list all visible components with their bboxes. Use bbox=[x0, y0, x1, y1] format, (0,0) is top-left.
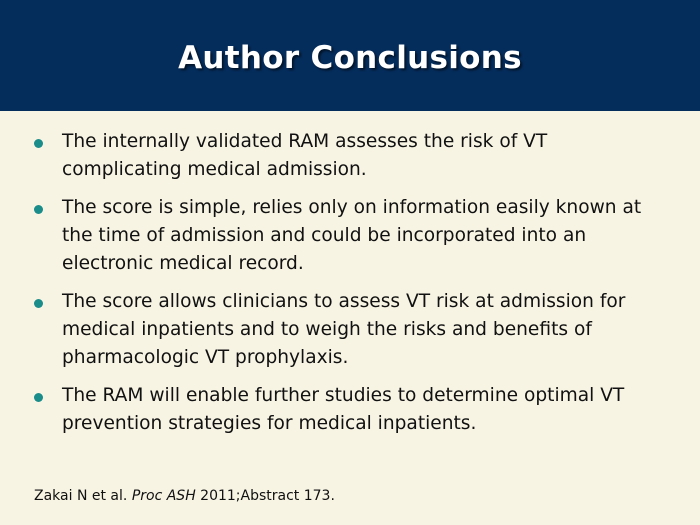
bullet-dot-icon bbox=[34, 139, 43, 148]
bullet-text: The RAM will enable further studies to determine optimal VT prevention strategies for medical inpatients. bbox=[62, 385, 625, 434]
bullet-item bbox=[0, 288, 700, 372]
citation-journal: Proc ASH bbox=[131, 488, 196, 504]
title-bar bbox=[0, 0, 700, 111]
bullet-list bbox=[0, 128, 700, 448]
citation bbox=[34, 487, 335, 505]
bullet-text: The internally validated RAM assesses the risk of VT complicating medical admission. bbox=[62, 131, 548, 180]
citation-detail: 2011;Abstract 173. bbox=[200, 488, 335, 504]
bullet-item bbox=[0, 194, 700, 278]
bullet-dot-icon bbox=[34, 299, 43, 308]
bullet-item bbox=[0, 128, 700, 184]
bullet-dot-icon bbox=[34, 205, 43, 214]
slide-title: Author Conclusions bbox=[178, 39, 522, 76]
bullet-dot-icon bbox=[34, 393, 43, 402]
bullet-text: The score allows clinicians to assess VT risk at admission for medical inpatients and to weigh the risks and benefits of pharmacologic VT prophylaxis. bbox=[62, 291, 626, 368]
bullet-text: The score is simple, relies only on information easily known at the time of admission and could be incorporated into an electronic medical record. bbox=[62, 197, 642, 274]
citation-authors: Zakai N et al. bbox=[34, 488, 128, 504]
bullet-item bbox=[0, 382, 700, 438]
